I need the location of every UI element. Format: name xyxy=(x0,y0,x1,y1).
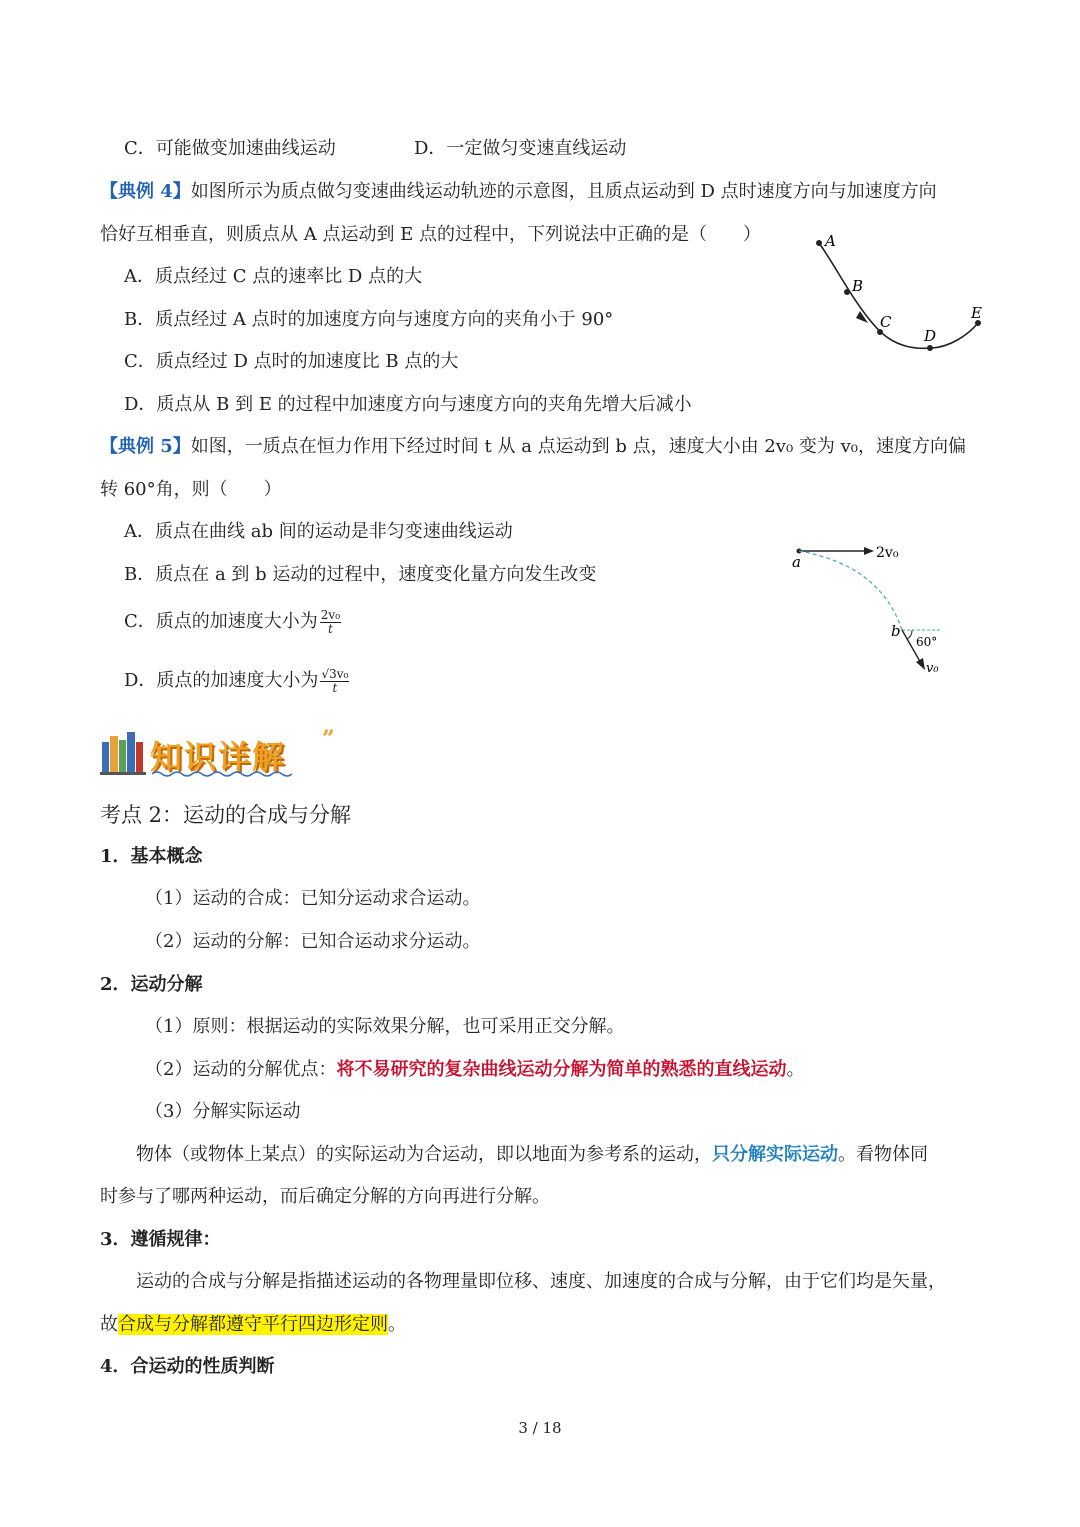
path-ab xyxy=(799,551,902,630)
concept-synthesis: （1）运动的合成：已知分运动求合运动。 xyxy=(145,888,481,909)
velocity-2v0-head xyxy=(864,547,874,555)
label-e: E xyxy=(971,304,982,322)
option-d-text: D．质点的加速度大小为 xyxy=(124,670,319,691)
heading-properties: 4．合运动的性质判断 xyxy=(100,1356,275,1377)
heading-rules: 3．遵循规律： xyxy=(100,1229,221,1250)
option-d-fraction xyxy=(320,668,349,694)
point-a xyxy=(816,240,822,246)
fig-label-2v0: 2v₀ xyxy=(876,545,899,561)
option-c-numerator: 2v₀ xyxy=(320,607,341,622)
label-b: B xyxy=(852,277,864,295)
paragraph1-line2: 时参与了哪两种运动，而后确定分解的方向再进行分解。 xyxy=(100,1186,550,1207)
trajectory-figure xyxy=(800,225,1000,355)
paragraph2-highlight: 合成与分解都遵守平行四边形定则 xyxy=(118,1314,388,1335)
principle-item: （1）原则：根据运动的实际效果分解，也可采用正交分解。 xyxy=(145,1016,625,1037)
example5-tag: 【典例 5】 xyxy=(100,436,191,457)
knowledge-banner xyxy=(100,728,340,776)
example4-line2: 恰好互相垂直，则质点从 A 点运动到 E 点的过程中，下列说法中正确的是（ ） xyxy=(100,224,762,245)
point-d xyxy=(927,345,933,351)
paragraph2-line1: 运动的合成与分解是指描述运动的各物理量即位移、速度、加速度的合成与分解，由于它们均是矢量， xyxy=(136,1271,946,1292)
books-icon xyxy=(100,728,150,776)
example5-option-b: B．质点在 a 到 b 运动的过程中，速度变化量方向发生改变 xyxy=(124,564,597,585)
fig-label-v0: v₀ xyxy=(926,661,939,676)
example5-option-d xyxy=(124,665,349,697)
heading-decomposition: 2．运动分解 xyxy=(100,974,203,995)
quote-mark-icon: ” xyxy=(322,726,335,752)
label-a: A xyxy=(825,232,836,250)
example4-option-d: D．质点从 B 到 E 的过程中加速度方向与速度方向的夹角先增大后减小 xyxy=(124,394,692,415)
example4-tag: 【典例 4】 xyxy=(100,181,191,202)
advantage-emphasis: 将不易研究的复杂曲线运动分解为简单的熟悉的直线运动 xyxy=(336,1059,787,1080)
paragraph2-line2 xyxy=(100,1316,406,1334)
example5-line2: 转 60°角，则（ ） xyxy=(100,479,282,500)
example4-option-a: A．质点经过 C 点的速率比 D 点的大 xyxy=(124,266,423,287)
heading-basic-concepts: 1．基本概念 xyxy=(100,846,203,867)
trajectory-curve xyxy=(819,243,978,348)
actual-motion-item: （3）分解实际运动 xyxy=(145,1101,301,1122)
example4-text: 如图所示为质点做匀变速曲线运动轨迹的示意图，且质点运动到 D 点时速度方向与加速度方向 xyxy=(190,181,937,202)
advantage-label: （2）运动的分解优点： xyxy=(145,1059,337,1080)
option-d-numerator: √3v₀ xyxy=(321,666,349,681)
paragraph1-emphasis: 只分解实际运动 xyxy=(712,1144,838,1165)
velocity-figure xyxy=(780,535,960,685)
velocity-v0-head xyxy=(916,658,925,670)
point-b xyxy=(844,289,850,295)
example5-option-a: A．质点在曲线 ab 间的运动是非匀变速曲线运动 xyxy=(124,521,513,542)
example5-option-c xyxy=(124,606,341,638)
example4-line1 xyxy=(100,183,937,201)
example4-option-c: C．质点经过 D 点时的加速度比 B 点的大 xyxy=(124,351,459,372)
option-d-denominator: t xyxy=(332,680,338,695)
option-c-text: C．质点的加速度大小为 xyxy=(124,611,318,632)
option-d-prev: D．一定做匀变速直线运动 xyxy=(414,138,627,159)
paragraph1-line1 xyxy=(136,1146,928,1164)
trajectory-arrow xyxy=(856,311,868,323)
advantage-item xyxy=(145,1061,804,1079)
concept-decomposition: （2）运动的分解：已知合运动求分运动。 xyxy=(145,931,481,952)
example4-option-b: B．质点经过 A 点时的加速度方向与速度方向的夹角小于 90° xyxy=(124,309,614,330)
fig-label-a: a xyxy=(792,553,801,571)
option-c-prev: C．可能做变加速曲线运动 xyxy=(124,138,336,159)
label-c: C xyxy=(880,313,892,331)
banner-underline xyxy=(152,770,292,778)
label-d: D xyxy=(924,327,937,345)
option-c-fraction xyxy=(320,609,341,635)
section-title: 考点 2：运动的合成与分解 xyxy=(100,803,352,827)
paragraph1-tail: 。看物体同 xyxy=(838,1144,928,1165)
fig-label-b: b xyxy=(891,622,901,640)
paragraph2-period: 。 xyxy=(388,1314,406,1335)
paragraph1-text: 物体（或物体上某点）的实际运动为合运动，即以地面为参考系的运动， xyxy=(136,1144,712,1165)
option-c-denominator: t xyxy=(327,621,333,636)
example5-line1 xyxy=(100,438,966,456)
angle-arc xyxy=(907,630,912,639)
advantage-period: 。 xyxy=(786,1059,805,1080)
fig-label-angle: 60° xyxy=(916,635,938,649)
banner-title: 知识详解 xyxy=(150,738,287,776)
page-number: 3 / 18 xyxy=(518,1419,562,1437)
example5-text: 如图，一质点在恒力作用下经过时间 t 从 a 点运动到 b 点，速度大小由 2v₀ 变为 v₀，速度方向偏 xyxy=(190,436,966,457)
paragraph2-prefix: 故 xyxy=(100,1314,118,1335)
